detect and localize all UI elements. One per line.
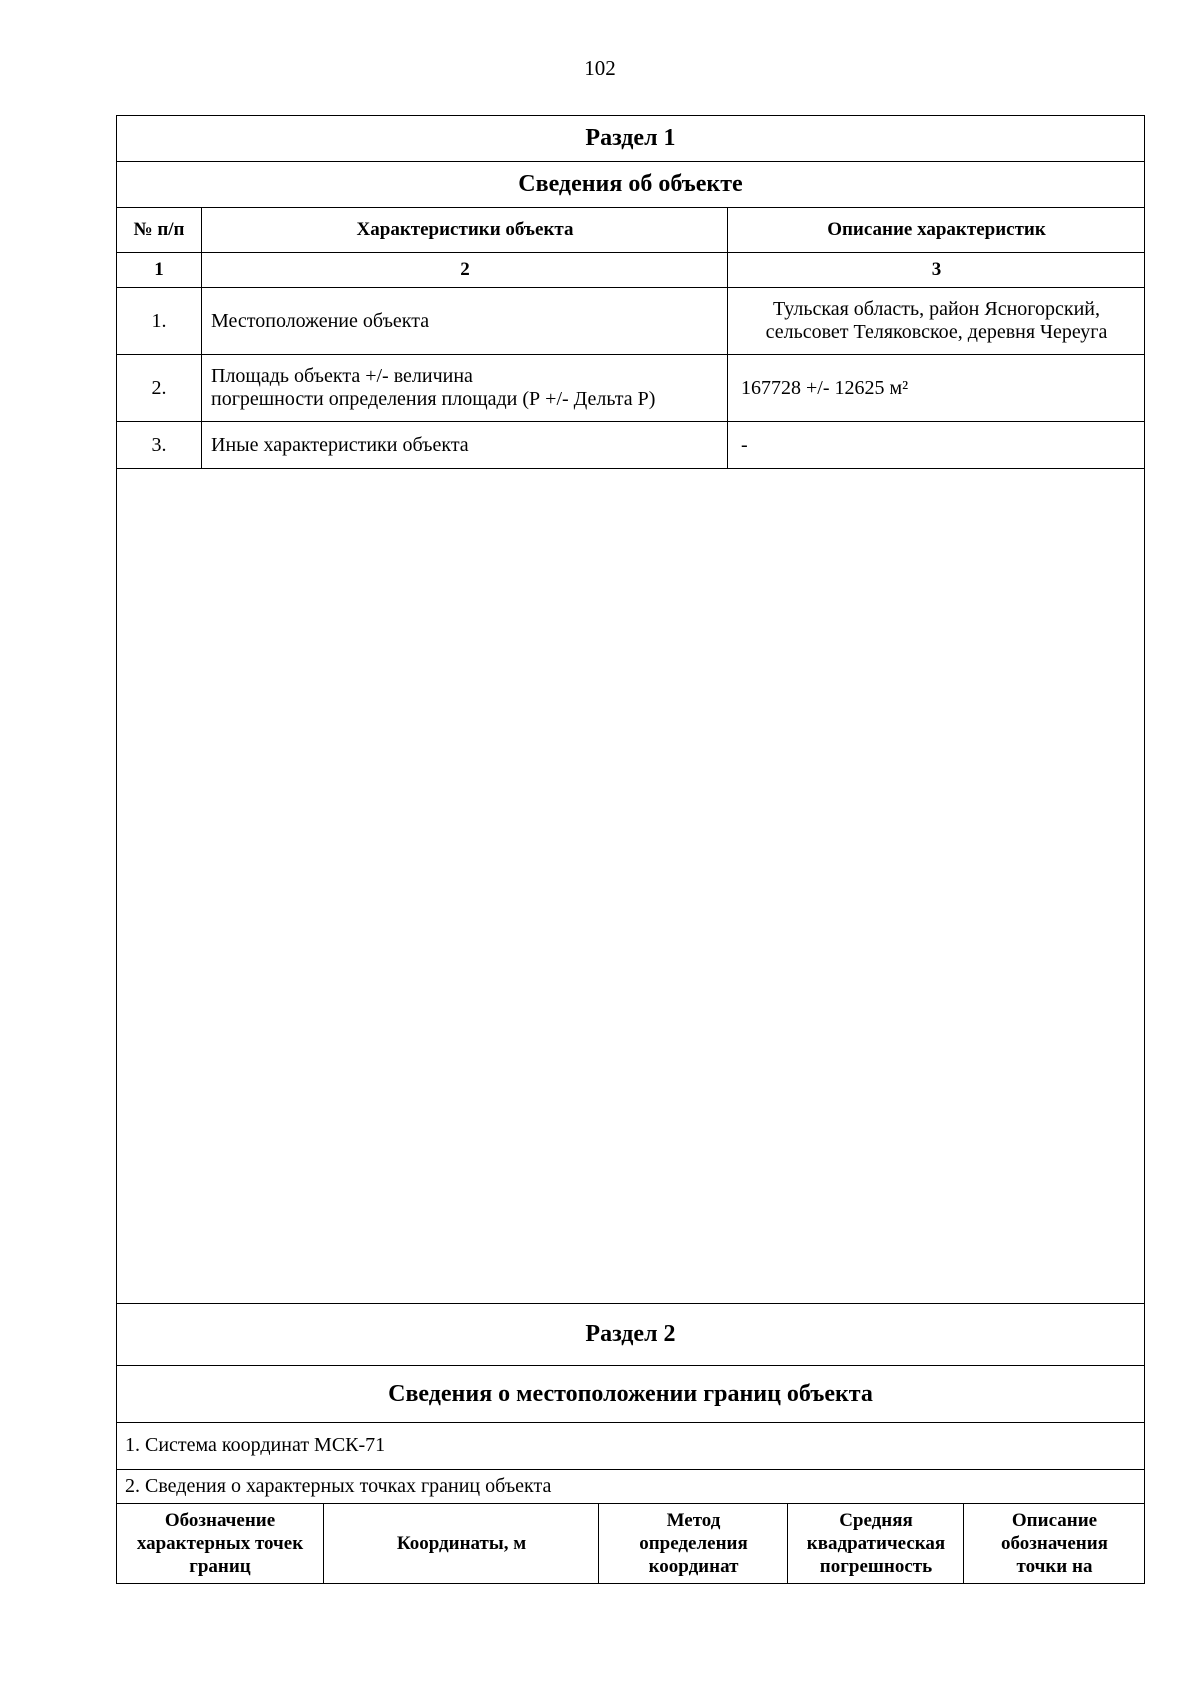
row3-num: 3. [151,433,167,456]
row2-name [211,355,727,421]
header-method-line1: Метод [666,1510,721,1531]
row2-num: 2. [151,376,167,399]
header-point-line1: Обозначение [164,1510,276,1531]
col-number-3: 3 [931,259,942,280]
header-desc-line2: обозначения [1001,1533,1108,1554]
header-characteristics: Характеристики объекта [356,219,574,240]
header-point-line3: границ [189,1556,251,1577]
section2-title: Раздел 2 [585,1320,676,1347]
document-frame [116,115,1145,1584]
row1-value [729,288,1144,354]
header-point-description [965,1504,1144,1583]
page-number: 102 [584,56,616,80]
section1-title: Раздел 1 [585,125,676,151]
row1-num: 1. [151,309,167,332]
row1-value-line2: сельсовет Теляковское, деревня Череуга [765,321,1108,343]
section2-subtitle: Сведения о местоположении границ объекта [388,1380,873,1407]
header-mean-error [789,1504,963,1583]
header-desc-line1: Описание [1011,1510,1098,1531]
col-number-1: 1 [154,259,164,280]
row2-name-line2: погрешности определения площади (Р +/- Дельта Р) [211,388,656,410]
section1-subtitle: Сведения об объекте [518,171,743,197]
header-coordinates: Координаты, м [396,1533,527,1554]
header-desc-line3: точки на [1016,1556,1093,1577]
header-error-line3: погрешность [819,1556,933,1577]
row3-value: - [741,433,748,456]
header-error-line1: Средняя [839,1510,913,1531]
header-description: Описание характеристик [827,219,1046,240]
row2-value: 167728 +/- 12625 м² [741,376,909,399]
row2-name-line1: Площадь объекта +/- величина [211,365,473,387]
points-caption: 2. Сведения о характерных точках границ объекта [125,1475,552,1497]
row3-name: Иные характеристики объекта [211,433,469,456]
header-method-line2: определения [639,1533,748,1554]
row1-name: Местоположение объекта [211,309,430,332]
header-point-designation [117,1504,323,1583]
header-method [600,1504,787,1583]
coordinate-system: 1. Система координат МСК-71 [125,1434,386,1456]
header-num: № п/п [133,219,185,240]
header-error-line2: квадратическая [806,1533,946,1554]
row1-value-line1: Тульская область, район Ясногорский, [773,298,1100,320]
header-point-line2: характерных точек [136,1533,304,1554]
header-method-line3: координат [648,1556,739,1577]
col-number-2: 2 [460,259,470,280]
